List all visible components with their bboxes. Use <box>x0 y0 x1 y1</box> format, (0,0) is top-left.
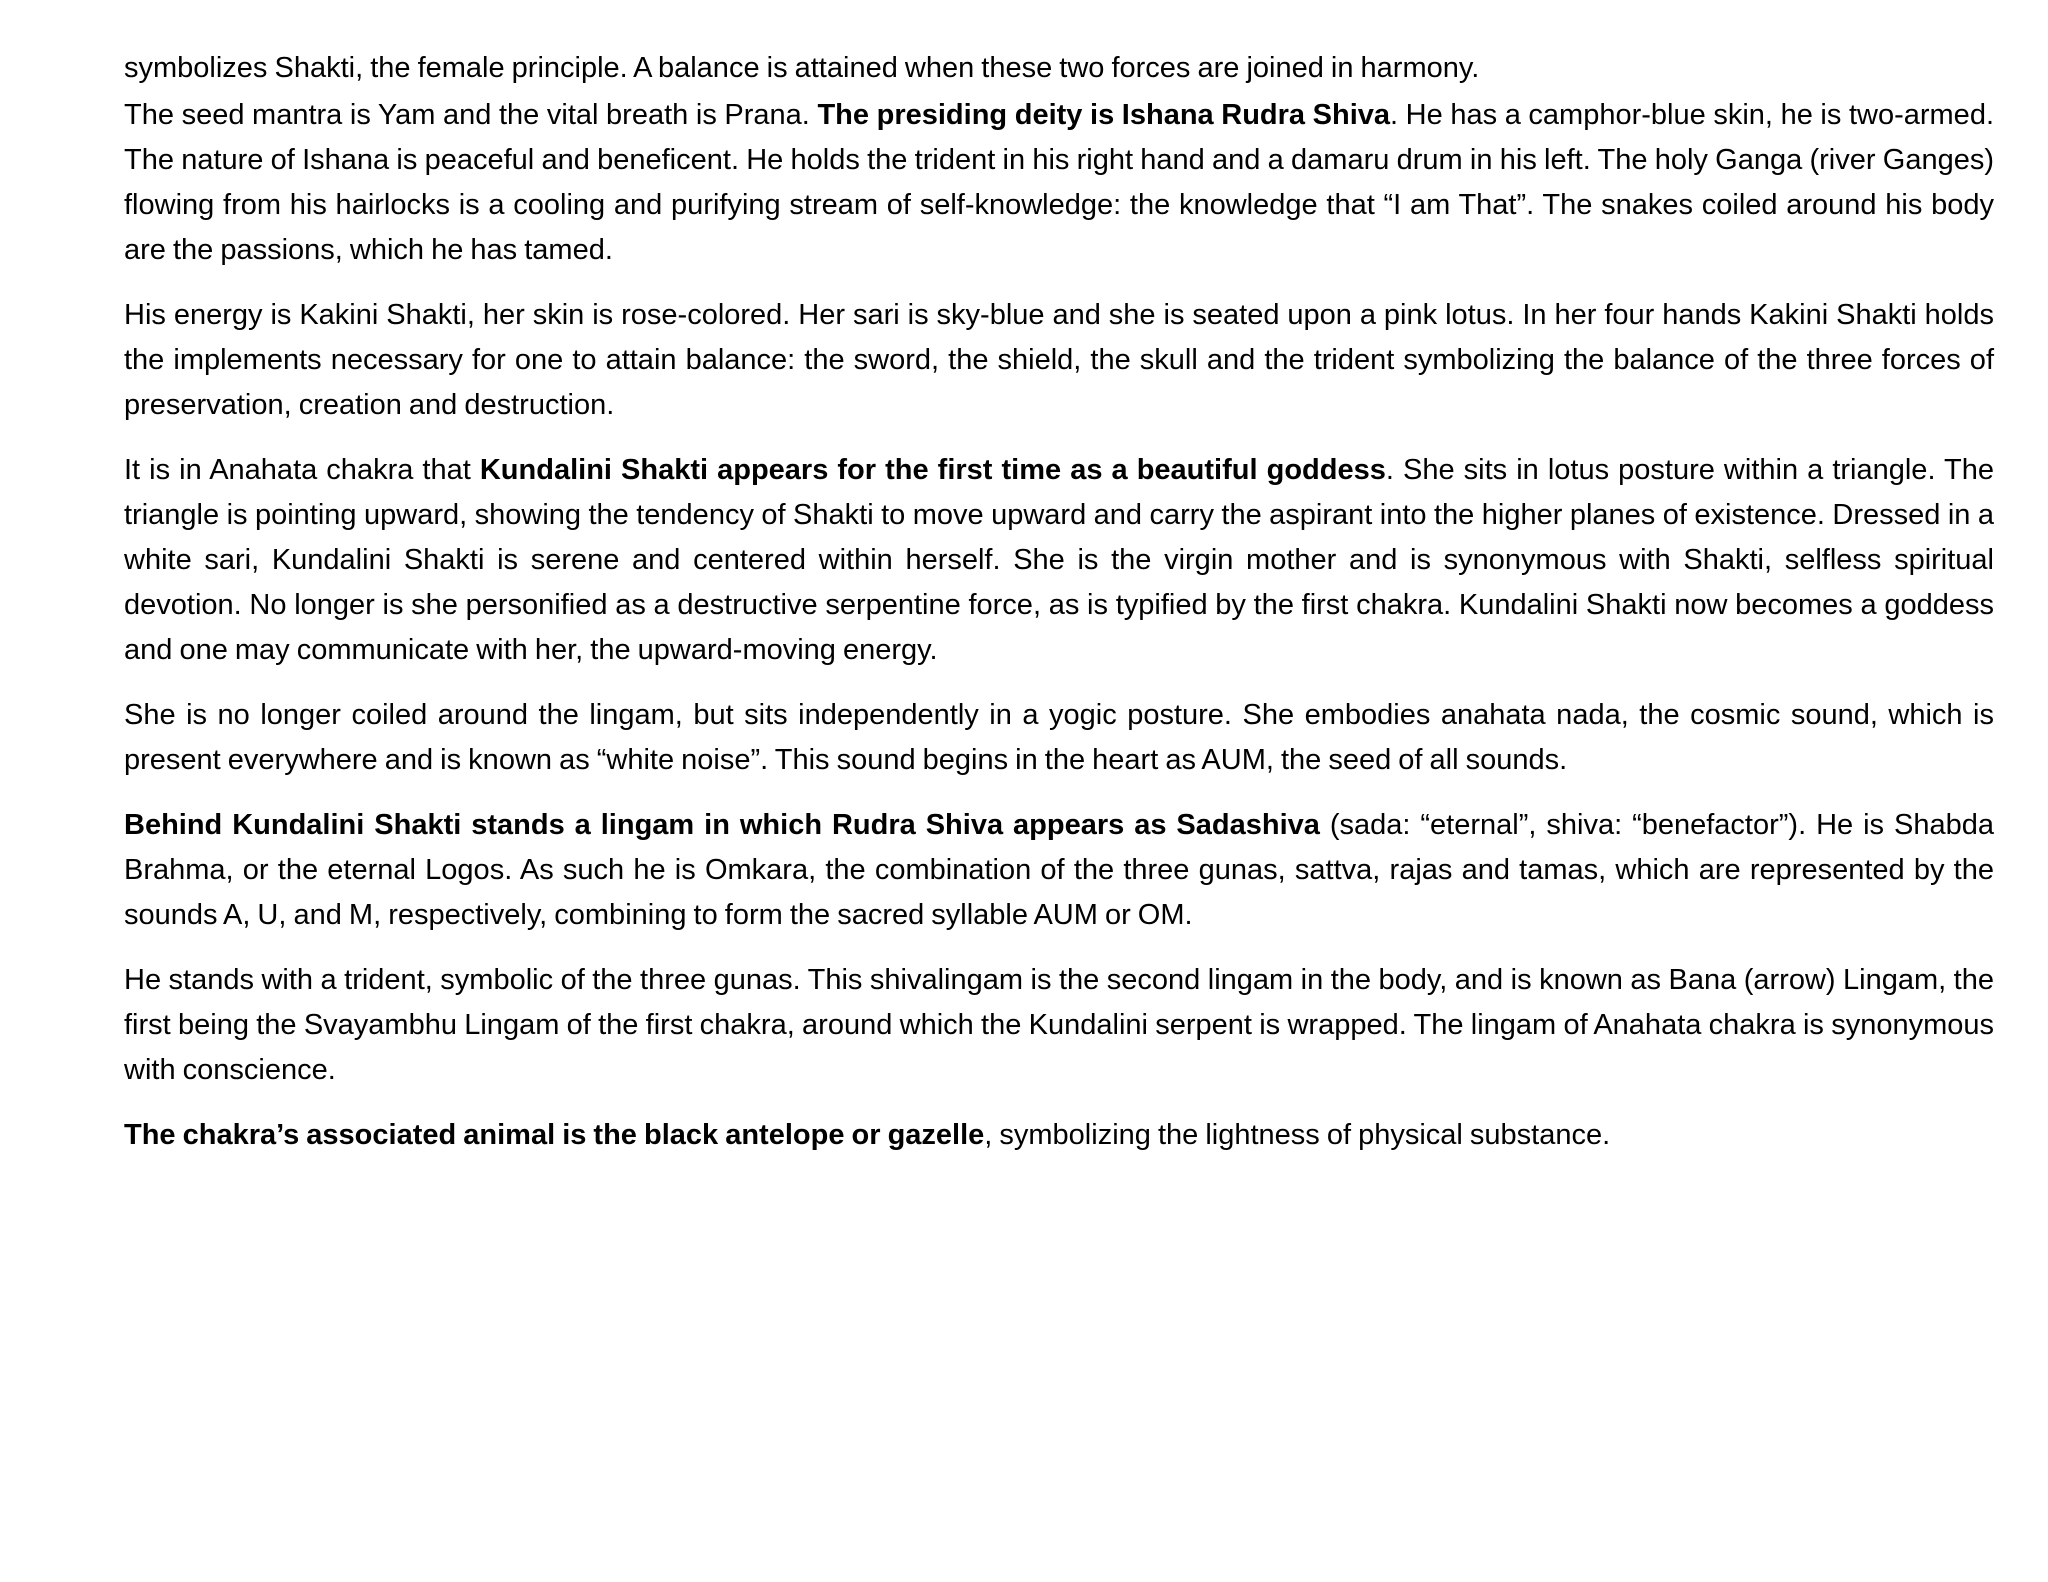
paragraph-bana-lingam <box>124 958 1994 1093</box>
text-run: symbolizes Shakti, the female principle. A balance is attained when these two forces are joined in harmony. <box>124 52 1480 84</box>
paragraph-anahata-nada <box>124 693 1994 783</box>
paragraph-associated-animal <box>124 1113 1994 1158</box>
text-run: . She sits in lotus posture within a triangle. The triangle is pointing upward, showing the tendency of Shakti to move upward and carry the aspirant into the higher planes of existence. Dressed in a white sari, Kundalini Shakti is serene and centered within herself. She is the virgin mother and is synonymous with Shakti, selfless spiritual devotion. No longer is she personified as a destructive serpentine force, as is typified by the first chakra. Kundalini Shakti now becomes a goddess and one may communicate with her, the upward-moving energy. <box>124 454 1995 666</box>
text-run: His energy is Kakini Shakti, her skin is rose-colored. Her sari is sky-blue and she is seated upon a pink lotus. In her four hands Kakini Shakti holds the implements necessary for one to attain balance: the sword, the shield, the skull and the trident symbolizing the balance of the three forces of preservation, creation and destruction. <box>124 299 1994 421</box>
paragraph-kundalini-goddess <box>124 448 1994 673</box>
text-run: , symbolizing the lightness of physical substance. <box>984 1119 1611 1151</box>
bold-text-run: Kundalini Shakti appears for the first time as a beautiful goddess <box>479 454 1386 486</box>
text-run: She is no longer coiled around the lingam, but sits independently in a yogic posture. She embodies anahata nada, the cosmic sound, which is present everywhere and is known as “white noise”. This sound begins in the heart as AUM, the seed of all sounds. <box>124 699 1994 776</box>
bold-text-run: The presiding deity is Ishana Rudra Shiva <box>817 99 1391 131</box>
text-run: It is in Anahata chakra that <box>124 454 480 486</box>
document-page <box>124 46 1994 1178</box>
text-run: He stands with a trident, symbolic of the three gunas. This shivalingam is the second lingam in the body, and is known as Bana (arrow) Lingam, the first being the Svayambhu Lingam of the first chakra, around which the Kundalini serpent is wrapped. The lingam of Anahata chakra is synonymous with conscience. <box>124 964 1994 1086</box>
paragraph-kakini-shakti <box>124 293 1994 428</box>
text-run: The seed mantra is Yam and the vital breath is Prana. <box>124 99 818 131</box>
text-run: . He has a camphor-blue skin, he is two-armed. The nature of Ishana is peaceful and beneficent. He holds the trident in his right hand and a damaru drum in his left. The holy Ganga (river Ganges) flowing from his hairlocks is a cooling and purifying stream of self-knowledge: the knowledge that “I am That”. The snakes coiled around his body are the passions, which he has tamed. <box>124 99 1995 266</box>
paragraph-sadashiva <box>124 803 1994 938</box>
paragraph-balance <box>124 46 1994 91</box>
bold-text-run: Behind Kundalini Shakti stands a lingam in which Rudra Shiva appears as Sadashiva <box>124 809 1320 841</box>
bold-text-run: The chakra’s associated animal is the black antelope or gazelle <box>124 1119 985 1151</box>
text-run: (sada: “eternal”, shiva: “benefactor”). He is Shabda Brahma, or the eternal Logos. As such he is Omkara, the combination of the three gunas, sattva, rajas and tamas, which are represented by the sounds A, U, and M, respectively, combining to form the sacred syllable AUM or OM. <box>124 809 1994 931</box>
paragraph-presiding-deity <box>124 93 1994 273</box>
